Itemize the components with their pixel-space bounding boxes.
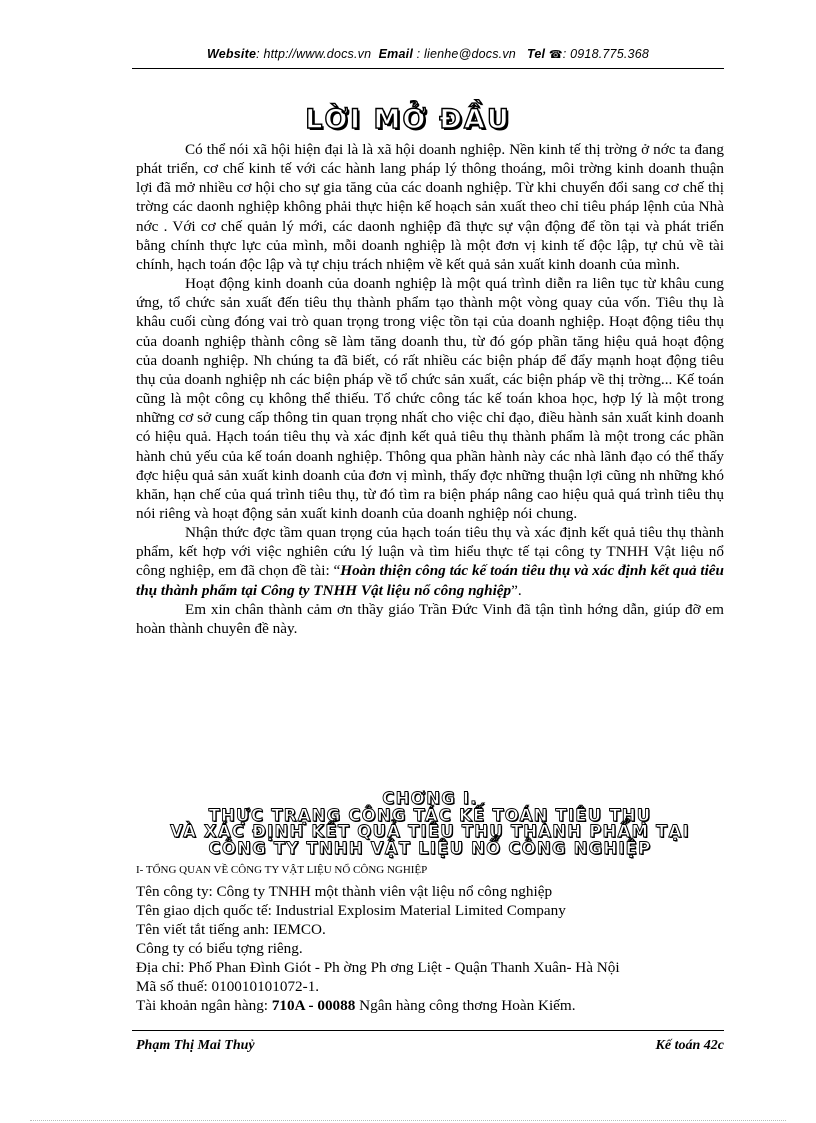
- company-logo-note: Công ty có biểu tợng riêng.: [136, 940, 303, 957]
- email-label: Email: [378, 47, 413, 61]
- company-trade-name: Tên giao dịch quốc tế: Industrial Explosim Material Limited Company: [136, 902, 566, 919]
- company-name: Tên công ty: Công ty TNHH một thành viên vật liệu nổ công nghiệp: [136, 883, 553, 900]
- company-info: [136, 882, 724, 1015]
- tel-value: : 0918.775.368: [562, 47, 649, 61]
- footer-author: Phạm Thị Mai Thuỷ: [136, 1038, 255, 1053]
- company-abbreviation: Tên viết tắt tiếng anh: IEMCO.: [136, 921, 326, 938]
- page-bottom-border: [30, 1120, 786, 1121]
- bank-label: Tài khoản ngân hàng:: [136, 997, 272, 1014]
- website-label: Website: [207, 47, 257, 61]
- introduction-body: [136, 140, 724, 638]
- chapter-title-line-3: CÔNG TY TNHH VẬT LIỆU NỔ CÔNG NGHIỆP: [208, 838, 652, 858]
- bank-account-number: 710A - 00088: [271, 997, 356, 1014]
- paragraph-3: [136, 523, 724, 600]
- company-tax-code: Mã số thuế: 010010101072-1.: [136, 978, 320, 995]
- chapter-number: CHƠNG I.: [382, 789, 478, 808]
- chapter-heading: [136, 791, 724, 857]
- footer-class: Kế toán 42c: [655, 1038, 724, 1053]
- bank-name: Ngân hàng công thơng Hoàn Kiếm.: [355, 997, 576, 1014]
- tel-label: Tel: [526, 47, 546, 61]
- company-address: Địa chỉ: Phố Phan Đình Giót - Ph ờng Ph ơng Liệt - Quận Thanh Xuân- Hà Nội: [136, 959, 620, 976]
- chapter-title-line-2: VÀ XÁC ĐỊNH KẾT QUẢ TIÊU THỤ THÀNH PHẨM TẠI: [170, 822, 690, 841]
- header-divider: [132, 68, 724, 69]
- section-heading: I- TỔNG QUAN VỀ CÔNG TY VẬT LIỆU NỔ CÔNG NGHIỆP: [136, 864, 428, 876]
- paragraph-2: Hoạt động kinh doanh của doanh nghiệp là một quá trình diễn ra liên tục từ khâu cung ứng, tổ chức sản xuất đến tiêu thụ thành phẩm tạo thành một vòng quay của vốn. Tiêu thụ là khâu cuối cùng đóng vai trò quan trọng trong việc tồn tại của doanh nghiệp. Hoạt động tiêu thụ của doanh nghiệp thành công sẽ làm tăng doanh thu, từ đó góp phần tăng hiệu quả hoạt động của doanh nghiệp. Nh chúng ta đã biết, có rất nhiều các biện pháp để đẩy mạnh hoạt động tiêu thụ của doanh nghiệp nh các biện pháp về tổ chức sản xuất, các biện pháp về thị trờng... Kế toán cũng là một công cụ không thể thiếu. Tổ chức công tác kế toán khoa học, hợp lý là một trong những cơ sở cung cấp thông tin quan trọng nhất cho việc chỉ đạo, điều hành sản xuất kinh doanh có hiệu quả. Hạch toán tiêu thụ và xác định kết quả tiêu thụ thành phẩm là một trong các phần hành chủ yếu của kế toán doanh nghiệp. Thông qua phần hành này các nhà lãnh đạo có thể thấy đợc hiệu quả sản xuất kinh doanh của đơn vị mình, thấy đợc những thuận lợi cũng nh những khó khăn, hạn chế của quá trình tiêu thụ, từ đó tìm ra biện pháp nâng cao hiệu quả quá trình tiêu thụ nói riêng và hoạt động sản xuất kinh doanh của doanh nghiệp nói chung.: [136, 275, 724, 522]
- phone-icon: ☎: [548, 49, 563, 61]
- website-value: : http://www.docs.vn: [256, 47, 372, 61]
- email-value: : lienhe@docs.vn: [413, 47, 516, 61]
- chapter-title-line-1: THỰC TRẠNG CÔNG TÁC KẾ TOÁN TIÊU THỤ: [208, 805, 652, 825]
- paragraph-3-end: ”.: [511, 581, 522, 599]
- page-title: LỜI MỞ ĐẦU: [305, 104, 511, 135]
- paragraph-3-text: Nhận thức đợc tầm quan trọng của hạch toán tiêu thụ và xác định kết quả tiêu thụ thành phẩm, kết hợp với việc nghiên cứu lý luận và tìm hiểu thực tế tại công ty TNHH Vật liệu nổ công nghiệp, em đã chọn đề tài: “: [136, 524, 724, 580]
- thesis-topic: Hoàn thiện công tác kế toán tiêu thụ và xác định kết quả tiêu thụ thành phẩm tại Công ty TNHH Vật liệu nổ công nghiệp: [136, 562, 724, 599]
- footer-divider: [132, 1030, 724, 1031]
- page-header: [132, 47, 724, 61]
- paragraph-1: Có thể nói xã hội hiện đại là là xã hội doanh nghiệp. Nền kinh tế thị trờng ở nớc ta đang phát triển, cơ chế kinh tế với các hành lang pháp lý thông thoáng, môi trờng kinh doanh thuận lợi đã mở nhiều cơ hội cho sự gia tăng của các doanh nghiệp. Từ khi chuyển đổi sang cơ chế thị trờng các daonh nghiệp không phải thực hiện kế hoạch sản xuất theo chỉ tiêu pháp lệnh của Nhà nớc . Với cơ chế quản lý mới, các daonh nghiệp đã thực sự vận động để tồn tại và phát triển bằng chính thực lực của mình, mỗi doanh nghiệp là một đơn vị kinh tế độc lập, tự chủ về tài chính, hạch toán độc lập và tự chịu trách nhiệm về kết quả sản xuất kinh doanh của mình.: [136, 141, 724, 273]
- company-bank-account: [136, 996, 724, 1015]
- paragraph-4: Em xin chân thành cảm ơn thầy giáo Trần Đức Vinh đã tận tình hớng dẫn, giúp đỡ em hoàn thành chuyên đề này.: [136, 600, 724, 637]
